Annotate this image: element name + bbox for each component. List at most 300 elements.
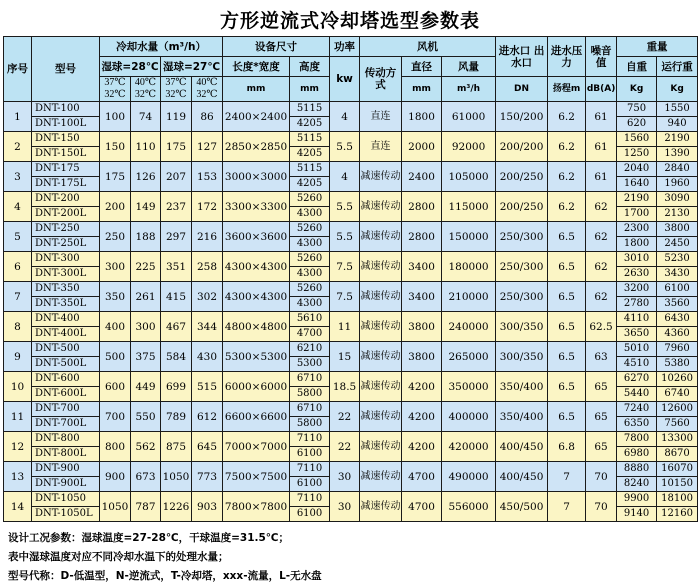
inlet-pressure: 6.5 <box>548 372 586 402</box>
header-airflow: 风量 <box>442 57 496 77</box>
flow-wb27-37: 1226 <box>161 492 192 522</box>
inlet-outlet-dn: 350/400 <box>496 402 548 432</box>
fan-airflow: 115000 <box>442 192 496 222</box>
height-standard: 7110 <box>290 462 330 477</box>
flow-wb28-40: 225 <box>131 252 161 282</box>
motor-power: 22 <box>330 432 360 462</box>
self-weight-no-basin: 3650 <box>617 327 657 342</box>
self-weight-no-basin: 8240 <box>617 477 657 492</box>
self-weight-no-basin: 1700 <box>617 207 657 222</box>
flow-wb28-37: 600 <box>100 372 131 402</box>
self-weight-no-basin: 1640 <box>617 177 657 192</box>
size-length-width: 3600×3600 <box>223 222 290 252</box>
self-weight-no-basin: 6980 <box>617 447 657 462</box>
flow-wb27-37: 1050 <box>161 462 192 492</box>
flow-wb28-37: 250 <box>100 222 131 252</box>
fan-airflow: 556000 <box>442 492 496 522</box>
row-index: 3 <box>4 162 32 192</box>
running-weight-no-basin: 12160 <box>657 507 698 522</box>
noise-level: 70 <box>586 492 617 522</box>
row-index: 12 <box>4 432 32 462</box>
motor-power: 5.5 <box>330 132 360 162</box>
inlet-outlet-dn: 250/300 <box>496 252 548 282</box>
size-length-width: 4800×4800 <box>223 312 290 342</box>
self-weight-standard: 6270 <box>617 372 657 387</box>
row-index: 14 <box>4 492 32 522</box>
table-row <box>4 192 698 207</box>
header-unit-kg-self: Kg <box>617 77 657 102</box>
header-index: 序号 <box>4 37 32 102</box>
flow-wb27-37: 207 <box>161 162 192 192</box>
size-length-width: 4300×4300 <box>223 282 290 312</box>
header-dimensions: 设备尺寸 <box>223 37 330 57</box>
flow-wb28-40: 261 <box>131 282 161 312</box>
row-index: 9 <box>4 342 32 372</box>
model-no-basin: DNT-500L <box>32 357 100 372</box>
height-standard: 6710 <box>290 402 330 417</box>
height-no-basin: 5300 <box>290 357 330 372</box>
height-standard: 5115 <box>290 132 330 147</box>
running-weight-standard: 5230 <box>657 252 698 267</box>
noise-level: 61 <box>586 162 617 192</box>
drive-type: 减速传动 <box>360 162 402 192</box>
noise-level: 62 <box>586 252 617 282</box>
motor-power: 4 <box>330 102 360 132</box>
motor-power: 4 <box>330 162 360 192</box>
flow-wb28-40: 550 <box>131 402 161 432</box>
size-length-width: 3000×3000 <box>223 162 290 192</box>
height-no-basin: 4300 <box>290 267 330 282</box>
header-wet-bulb-27: 湿球=27℃ <box>161 57 223 77</box>
design-notes <box>8 529 698 586</box>
size-length-width: 6600×6600 <box>223 402 290 432</box>
noise-level: 62 <box>586 282 617 312</box>
row-index: 6 <box>4 252 32 282</box>
flow-wb27-37: 584 <box>161 342 192 372</box>
note-design-conditions: 设计工况参数：湿球温度=27-28℃，干球温度=31.5℃； <box>8 532 290 544</box>
height-no-basin: 4300 <box>290 207 330 222</box>
running-weight-no-basin: 8670 <box>657 447 698 462</box>
motor-power: 30 <box>330 462 360 492</box>
model-standard: DNT-200 <box>32 192 100 207</box>
table-row <box>4 372 698 387</box>
header-inlet-outlet: 进水口 出水口 <box>496 37 548 77</box>
flow-wb27-37: 297 <box>161 222 192 252</box>
fan-airflow: 180000 <box>442 252 496 282</box>
inlet-outlet-dn: 400/450 <box>496 432 548 462</box>
flow-wb28-37: 175 <box>100 162 131 192</box>
motor-power: 5.5 <box>330 222 360 252</box>
height-standard: 6710 <box>290 372 330 387</box>
noise-level: 70 <box>586 462 617 492</box>
self-weight-standard: 1560 <box>617 132 657 147</box>
inlet-pressure: 6.5 <box>548 402 586 432</box>
table-row <box>4 252 698 267</box>
header-drive: 传动方式 <box>360 57 402 102</box>
model-standard: DNT-300 <box>32 252 100 267</box>
drive-type: 减速传动 <box>360 402 402 432</box>
size-length-width: 2850×2850 <box>223 132 290 162</box>
model-standard: DNT-250 <box>32 222 100 237</box>
motor-power: 7.5 <box>330 282 360 312</box>
running-weight-standard: 2190 <box>657 132 698 147</box>
flow-wb28-37: 200 <box>100 192 131 222</box>
fan-diameter: 2400 <box>402 162 442 192</box>
noise-level: 62 <box>586 192 617 222</box>
running-weight-no-basin: 2450 <box>657 237 698 252</box>
height-no-basin: 4700 <box>290 327 330 342</box>
height-standard: 6210 <box>290 342 330 357</box>
inlet-pressure: 6.5 <box>548 222 586 252</box>
flow-wb28-40: 787 <box>131 492 161 522</box>
running-weight-no-basin: 3430 <box>657 267 698 282</box>
row-index: 8 <box>4 312 32 342</box>
self-weight-no-basin: 5440 <box>617 387 657 402</box>
flow-wb27-40: 515 <box>192 372 223 402</box>
table-row <box>4 102 698 117</box>
inlet-outlet-dn: 450/500 <box>496 492 548 522</box>
running-weight-standard: 13300 <box>657 432 698 447</box>
model-standard: DNT-900 <box>32 462 100 477</box>
height-standard: 7110 <box>290 432 330 447</box>
motor-power: 7.5 <box>330 252 360 282</box>
drive-type: 减速传动 <box>360 312 402 342</box>
height-no-basin: 5800 <box>290 417 330 432</box>
page-title: 方形逆流式冷却塔选型参数表 <box>219 10 480 32</box>
self-weight-standard: 9900 <box>617 492 657 507</box>
self-weight-no-basin: 9140 <box>617 507 657 522</box>
model-no-basin: DNT-800L <box>32 447 100 462</box>
inlet-outlet-dn: 300/350 <box>496 342 548 372</box>
row-index: 13 <box>4 462 32 492</box>
fan-airflow: 61000 <box>442 102 496 132</box>
self-weight-standard: 750 <box>617 102 657 117</box>
model-standard: DNT-350 <box>32 282 100 297</box>
motor-power: 30 <box>330 492 360 522</box>
flow-wb27-40: 127 <box>192 132 223 162</box>
header-power-unit: kw <box>330 57 360 102</box>
flow-wb28-40: 449 <box>131 372 161 402</box>
inlet-outlet-dn: 300/350 <box>496 312 548 342</box>
height-no-basin: 4300 <box>290 237 330 252</box>
header-model: 型号 <box>32 37 100 102</box>
height-standard: 5260 <box>290 282 330 297</box>
height-standard: 5610 <box>290 312 330 327</box>
flow-wb28-37: 500 <box>100 342 131 372</box>
flow-wb27-40: 86 <box>192 102 223 132</box>
table-row <box>4 312 698 327</box>
height-standard: 5260 <box>290 252 330 267</box>
header-inlet-pressure: 进水压力 <box>548 37 586 77</box>
header-diameter: 直径 <box>402 57 442 77</box>
flow-wb27-37: 467 <box>161 312 192 342</box>
size-length-width: 7500×7500 <box>223 462 290 492</box>
drive-type: 直连 <box>360 102 402 132</box>
row-index: 2 <box>4 132 32 162</box>
self-weight-no-basin: 2630 <box>617 267 657 282</box>
height-standard: 5115 <box>290 102 330 117</box>
fan-diameter: 4700 <box>402 492 442 522</box>
motor-power: 15 <box>330 342 360 372</box>
self-weight-standard: 3200 <box>617 282 657 297</box>
flow-wb27-40: 612 <box>192 402 223 432</box>
self-weight-no-basin: 6350 <box>617 417 657 432</box>
flow-wb27-40: 258 <box>192 252 223 282</box>
inlet-pressure: 6.8 <box>548 432 586 462</box>
model-no-basin: DNT-250L <box>32 237 100 252</box>
flow-wb27-40: 344 <box>192 312 223 342</box>
self-weight-standard: 3010 <box>617 252 657 267</box>
header-temp-40-32-a: 40℃ 32℃ <box>131 77 161 102</box>
flow-wb28-37: 1050 <box>100 492 131 522</box>
table-row <box>4 402 698 417</box>
fan-airflow: 105000 <box>442 162 496 192</box>
running-weight-no-basin: 3560 <box>657 297 698 312</box>
model-standard: DNT-400 <box>32 312 100 327</box>
fan-diameter: 3800 <box>402 312 442 342</box>
flow-wb28-40: 300 <box>131 312 161 342</box>
flow-wb28-40: 188 <box>131 222 161 252</box>
drive-type: 减速传动 <box>360 462 402 492</box>
inlet-outlet-dn: 150/200 <box>496 102 548 132</box>
header-self-weight: 自重 <box>617 57 657 77</box>
height-standard: 5260 <box>290 192 330 207</box>
flow-wb27-37: 175 <box>161 132 192 162</box>
inlet-pressure: 6.5 <box>548 252 586 282</box>
flow-wb27-37: 237 <box>161 192 192 222</box>
running-weight-no-basin: 5380 <box>657 357 698 372</box>
header-power: 功率 <box>330 37 360 57</box>
noise-level: 65 <box>586 432 617 462</box>
flow-wb27-37: 699 <box>161 372 192 402</box>
model-standard: DNT-700 <box>32 402 100 417</box>
drive-type: 减速传动 <box>360 222 402 252</box>
header-fan: 风机 <box>360 37 496 57</box>
running-weight-standard: 2840 <box>657 162 698 177</box>
running-weight-standard: 1550 <box>657 102 698 117</box>
fan-diameter: 2800 <box>402 222 442 252</box>
fan-diameter: 4200 <box>402 432 442 462</box>
noise-level: 61 <box>586 132 617 162</box>
flow-wb28-37: 150 <box>100 132 131 162</box>
self-weight-standard: 2190 <box>617 192 657 207</box>
flow-wb27-37: 415 <box>161 282 192 312</box>
model-no-basin: DNT-350L <box>32 297 100 312</box>
model-no-basin: DNT-100L <box>32 117 100 132</box>
inlet-outlet-dn: 200/250 <box>496 162 548 192</box>
table-row <box>4 222 698 237</box>
table-header <box>4 37 698 102</box>
table-row <box>4 342 698 357</box>
header-unit-kg-run: Kg <box>657 77 698 102</box>
height-no-basin: 4205 <box>290 147 330 162</box>
table-row <box>4 282 698 297</box>
flow-wb28-40: 375 <box>131 342 161 372</box>
fan-diameter: 3800 <box>402 342 442 372</box>
height-no-basin: 6100 <box>290 477 330 492</box>
table-row <box>4 462 698 477</box>
model-no-basin: DNT-300L <box>32 267 100 282</box>
drive-type: 减速传动 <box>360 372 402 402</box>
flow-wb27-40: 216 <box>192 222 223 252</box>
running-weight-no-basin: 7560 <box>657 417 698 432</box>
row-index: 1 <box>4 102 32 132</box>
header-wet-bulb-28: 湿球=28℃ <box>100 57 161 77</box>
model-no-basin: DNT-900L <box>32 477 100 492</box>
inlet-pressure: 6.5 <box>548 342 586 372</box>
header-unit-dba: dB(A) <box>586 77 617 102</box>
running-weight-standard: 16070 <box>657 462 698 477</box>
flow-wb28-37: 700 <box>100 402 131 432</box>
flow-wb28-37: 800 <box>100 432 131 462</box>
fan-diameter: 1800 <box>402 102 442 132</box>
noise-level: 65 <box>586 372 617 402</box>
noise-level: 65 <box>586 402 617 432</box>
fan-diameter: 3400 <box>402 252 442 282</box>
row-index: 4 <box>4 192 32 222</box>
flow-wb28-40: 74 <box>131 102 161 132</box>
header-height: 高度 <box>290 57 330 77</box>
fan-diameter: 2000 <box>402 132 442 162</box>
inlet-pressure: 6.2 <box>548 132 586 162</box>
height-no-basin: 5800 <box>290 387 330 402</box>
flow-wb28-40: 562 <box>131 432 161 462</box>
self-weight-no-basin: 1800 <box>617 237 657 252</box>
running-weight-standard: 10260 <box>657 372 698 387</box>
running-weight-no-basin: 4360 <box>657 327 698 342</box>
height-no-basin: 4205 <box>290 177 330 192</box>
flow-wb27-37: 351 <box>161 252 192 282</box>
inlet-outlet-dn: 250/300 <box>496 222 548 252</box>
fan-airflow: 265000 <box>442 342 496 372</box>
self-weight-standard: 2300 <box>617 222 657 237</box>
header-unit-mm-height: mm <box>290 77 330 102</box>
inlet-outlet-dn: 200/250 <box>496 192 548 222</box>
self-weight-standard: 7800 <box>617 432 657 447</box>
model-no-basin: DNT-1050L <box>32 507 100 522</box>
running-weight-standard: 7960 <box>657 342 698 357</box>
drive-type: 减速传动 <box>360 492 402 522</box>
inlet-pressure: 6.5 <box>548 282 586 312</box>
note-model-codes: 型号代称：D-低温型，N-逆流式，T-冷却塔，xxx-流量，L-无水盘 <box>8 570 322 582</box>
self-weight-standard: 4110 <box>617 312 657 327</box>
inlet-pressure: 6.2 <box>548 162 586 192</box>
row-index: 7 <box>4 282 32 312</box>
fan-diameter: 3400 <box>402 282 442 312</box>
flow-wb27-40: 172 <box>192 192 223 222</box>
noise-level: 62 <box>586 222 617 252</box>
table-row <box>4 132 698 147</box>
model-standard: DNT-150 <box>32 132 100 147</box>
size-length-width: 4300×4300 <box>223 252 290 282</box>
model-standard: DNT-1050 <box>32 492 100 507</box>
running-weight-no-basin: 940 <box>657 117 698 132</box>
size-length-width: 3300×3300 <box>223 192 290 222</box>
inlet-pressure: 6.5 <box>548 312 586 342</box>
inlet-outlet-dn: 200/200 <box>496 132 548 162</box>
running-weight-standard: 6100 <box>657 282 698 297</box>
self-weight-no-basin: 4510 <box>617 357 657 372</box>
header-unit-mm-size: mm <box>223 77 290 102</box>
running-weight-standard: 18100 <box>657 492 698 507</box>
noise-level: 61 <box>586 102 617 132</box>
drive-type: 减速传动 <box>360 432 402 462</box>
flow-wb27-37: 119 <box>161 102 192 132</box>
running-weight-no-basin: 2130 <box>657 207 698 222</box>
noise-level: 62.5 <box>586 312 617 342</box>
model-no-basin: DNT-150L <box>32 147 100 162</box>
size-length-width: 2400×2400 <box>223 102 290 132</box>
noise-level: 63 <box>586 342 617 372</box>
self-weight-standard: 8880 <box>617 462 657 477</box>
size-length-width: 7000×7000 <box>223 432 290 462</box>
header-unit-dn: DN <box>496 77 548 102</box>
header-unit-m3h: m³/h <box>442 77 496 102</box>
model-standard: DNT-500 <box>32 342 100 357</box>
flow-wb28-37: 400 <box>100 312 131 342</box>
self-weight-standard: 2040 <box>617 162 657 177</box>
header-unit-mm-diameter: mm <box>402 77 442 102</box>
flow-wb28-37: 350 <box>100 282 131 312</box>
size-length-width: 5300×5300 <box>223 342 290 372</box>
inlet-pressure: 7 <box>548 462 586 492</box>
flow-wb27-37: 789 <box>161 402 192 432</box>
running-weight-no-basin: 1390 <box>657 147 698 162</box>
size-length-width: 7800×7800 <box>223 492 290 522</box>
running-weight-standard: 12600 <box>657 402 698 417</box>
drive-type: 直连 <box>360 132 402 162</box>
fan-airflow: 150000 <box>442 222 496 252</box>
header-unit-lift: 扬程m <box>548 77 586 102</box>
flow-wb27-40: 153 <box>192 162 223 192</box>
running-weight-standard: 3090 <box>657 192 698 207</box>
fan-airflow: 92000 <box>442 132 496 162</box>
inlet-outlet-dn: 250/300 <box>496 282 548 312</box>
note-wet-bulb: 表中湿球温度对应不同冷却水温下的处理水量； <box>8 551 229 563</box>
fan-diameter: 2800 <box>402 192 442 222</box>
drive-type: 减速传动 <box>360 342 402 372</box>
table-body <box>4 102 698 522</box>
selection-table <box>3 36 698 522</box>
model-standard: DNT-800 <box>32 432 100 447</box>
model-no-basin: DNT-175L <box>32 177 100 192</box>
header-water-flow: 冷却水量（m³/h） <box>100 37 223 57</box>
fan-diameter: 4200 <box>402 402 442 432</box>
flow-wb28-40: 110 <box>131 132 161 162</box>
motor-power: 5.5 <box>330 192 360 222</box>
row-index: 5 <box>4 222 32 252</box>
fan-diameter: 4200 <box>402 372 442 402</box>
flow-wb27-40: 903 <box>192 492 223 522</box>
header-noise: 噪音值 <box>586 37 617 77</box>
height-no-basin: 4300 <box>290 297 330 312</box>
flow-wb28-37: 900 <box>100 462 131 492</box>
flow-wb28-37: 300 <box>100 252 131 282</box>
flow-wb28-40: 149 <box>131 192 161 222</box>
model-standard: DNT-175 <box>32 162 100 177</box>
self-weight-no-basin: 1250 <box>617 147 657 162</box>
size-length-width: 6000×6000 <box>223 372 290 402</box>
height-standard: 5115 <box>290 162 330 177</box>
inlet-pressure: 6.2 <box>548 102 586 132</box>
row-index: 10 <box>4 372 32 402</box>
self-weight-standard: 5010 <box>617 342 657 357</box>
flow-wb27-37: 875 <box>161 432 192 462</box>
inlet-outlet-dn: 350/400 <box>496 372 548 402</box>
height-no-basin: 6100 <box>290 507 330 522</box>
model-no-basin: DNT-200L <box>32 207 100 222</box>
self-weight-standard: 7240 <box>617 402 657 417</box>
